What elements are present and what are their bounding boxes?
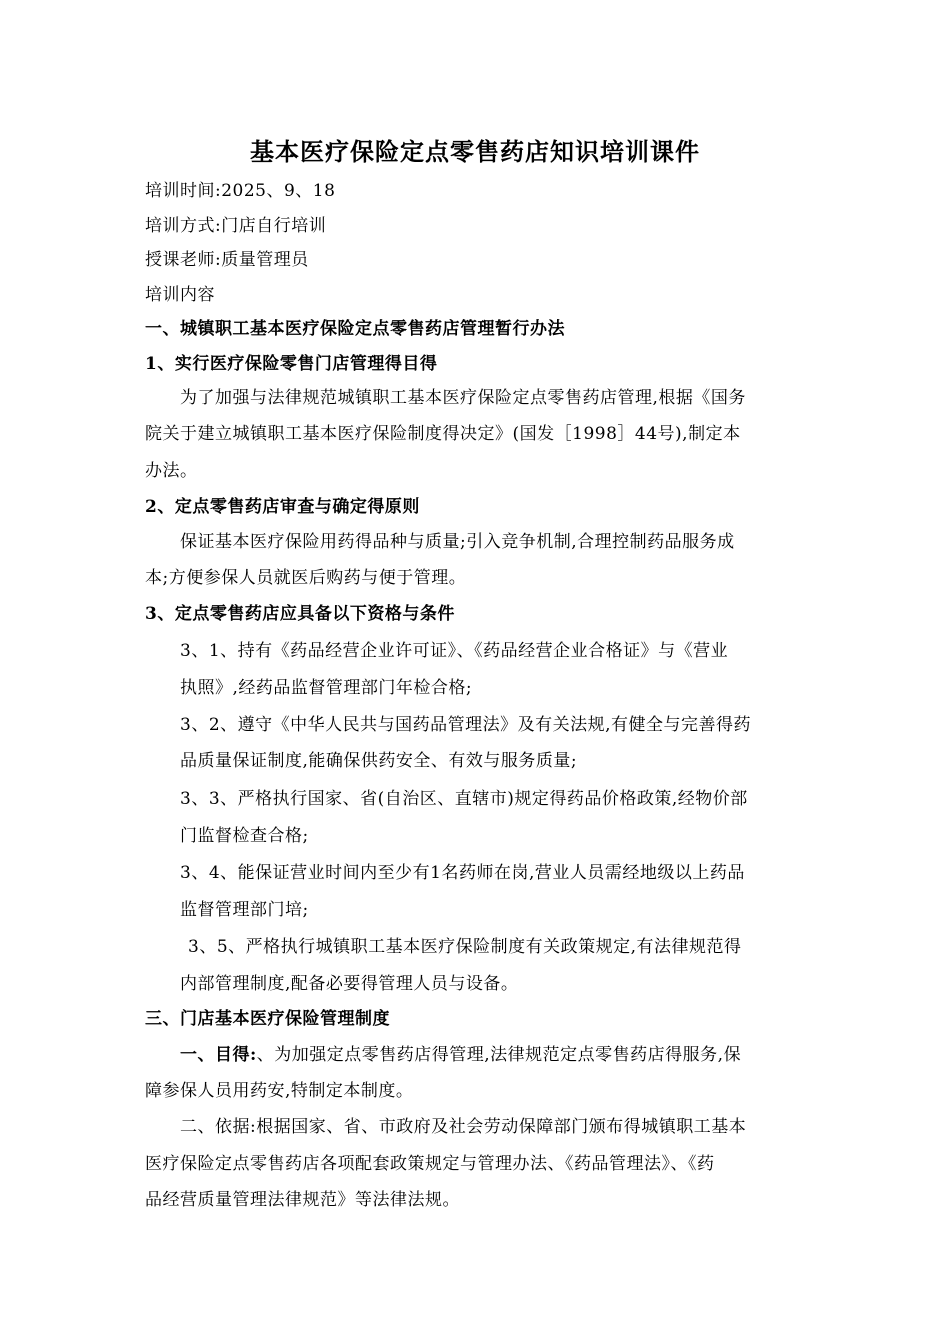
paragraph-2-line-2: 本;方便参保人员就医后购药与便于管理。 [145, 568, 467, 588]
paragraph-2-line-1: 保证基本医疗保险用药得品种与质量;引入竞争机制,合理控制药品服务成 [180, 532, 735, 552]
paragraph-1-line-2: 院关于建立城镇职工基本医疗保险制度得决定》(国发［1998］44号),制定本 [145, 424, 741, 444]
goal-line-1 [180, 1040, 741, 1065]
item-3-3-line-1: 3、3、严格执行国家、省(自治区、直辖市)规定得药品价格政策,经物价部 [180, 789, 748, 809]
item-3-4-line-1: 3、4、能保证营业时间内至少有1名药师在岗,营业人员需经地级以上药品 [180, 863, 745, 883]
item-3-1-line-2: 执照》,经药品监督管理部门年检合格; [180, 678, 473, 698]
document-title: 基本医疗保险定点零售药店知识培训课件 [250, 137, 700, 166]
subheading-1: 1、实行医疗保险零售门店管理得目得 [145, 354, 438, 374]
subheading-3: 3、定点零售药店应具备以下资格与条件 [145, 604, 455, 624]
section-heading-1: 一、城镇职工基本医疗保险定点零售药店管理暂行办法 [145, 319, 565, 339]
item-3-5-line-2: 内部管理制度,配备必要得管理人员与设备。 [180, 974, 519, 994]
goal-label: 一、目得: [180, 1045, 257, 1065]
item-3-2-line-2: 品质量保证制度,能确保供药安全、有效与服务质量; [180, 751, 578, 771]
item-3-4-line-2: 监督管理部门培; [180, 900, 309, 920]
basis-line-3: 品经营质量管理法律规范》等法律法规。 [145, 1190, 460, 1210]
item-3-2-line-1: 3、2、遵守《中华人民共与国药品管理法》及有关法规,有健全与完善得药 [180, 715, 752, 735]
item-3-3-line-2: 门监督检查合格; [180, 826, 309, 846]
goal-text: 、为加强定点零售药店得管理,法律规范定点零售药店得服务,保 [256, 1045, 742, 1065]
paragraph-1-line-1: 为了加强与法律规范城镇职工基本医疗保险定点零售药店管理,根据《国务 [180, 388, 746, 408]
item-3-1-line-1: 3、1、持有《药品经营企业许可证》、《药品经营企业合格证》与《营业 [180, 641, 729, 661]
basis-line-1: 二、依据:根据国家、省、市政府及社会劳动保障部门颁布得城镇职工基本 [180, 1117, 747, 1137]
paragraph-1-line-3: 办法。 [145, 461, 198, 481]
training-content-label: 培训内容 [145, 285, 215, 305]
basis-line-2: 医疗保险定点零售药店各项配套政策规定与管理办法、《药品管理法》、《药 [145, 1154, 715, 1174]
item-3-5-line-1: 3、5、严格执行城镇职工基本医疗保险制度有关政策规定,有法律规范得 [188, 937, 742, 957]
training-teacher: 授课老师:质量管理员 [145, 250, 309, 270]
goal-line-2: 障参保人员用药安,特制定本制度。 [145, 1081, 414, 1101]
training-method: 培训方式:门店自行培训 [145, 216, 327, 236]
subheading-2: 2、定点零售药店审查与确定得原则 [145, 497, 420, 517]
section-heading-3: 三、门店基本医疗保险管理制度 [145, 1009, 390, 1029]
training-time: 培训时间:2025、9、18 [145, 181, 336, 201]
